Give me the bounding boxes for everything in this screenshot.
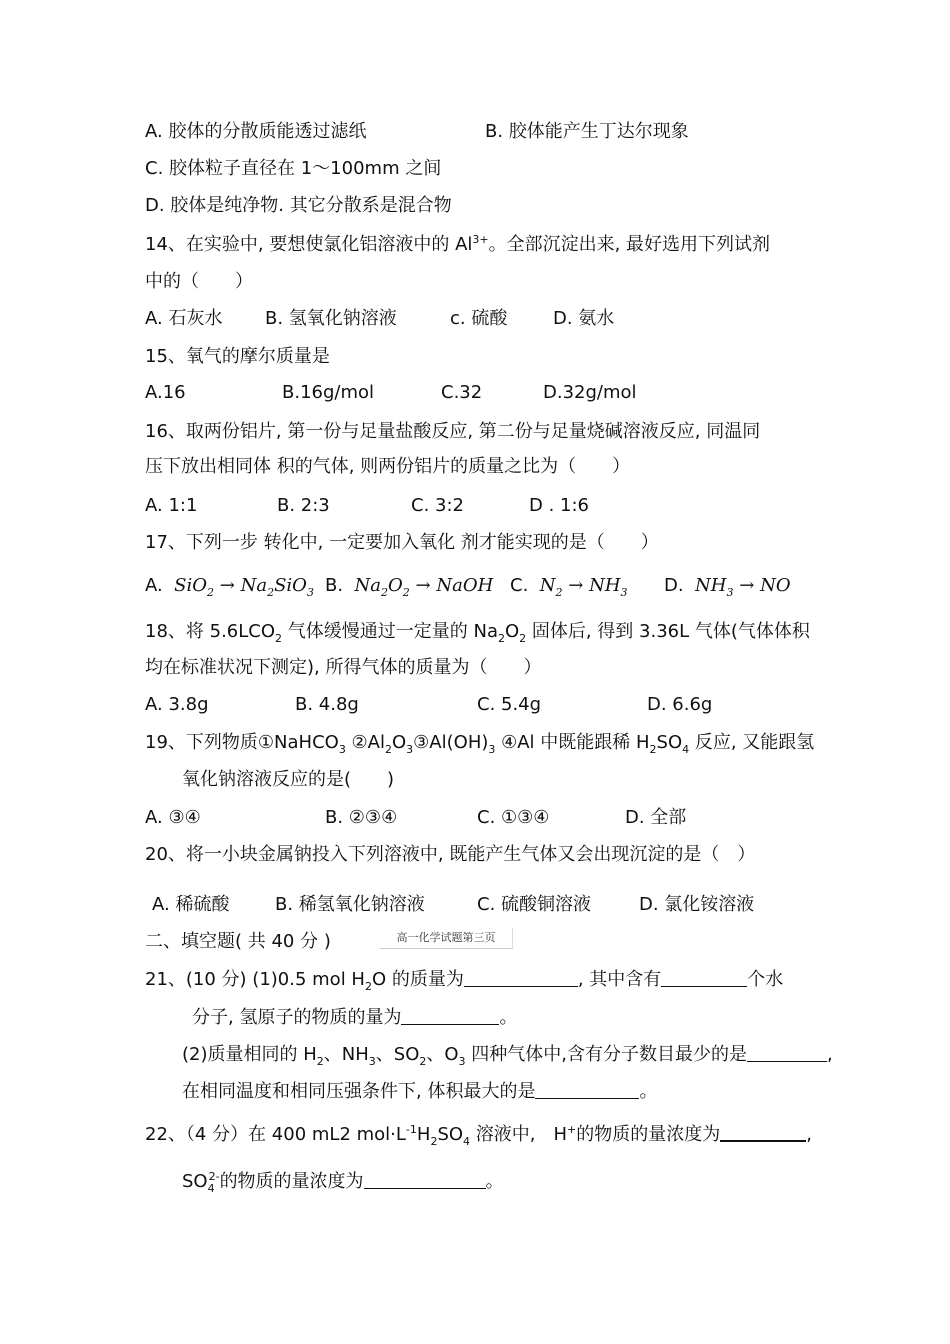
- q13-option-a: A. 胶体的分散质能透过滤纸: [145, 121, 367, 142]
- q17-stem: 17、下列一步 转化中, 一定要加入氧化 剂才能实现的是（ ）: [145, 532, 659, 553]
- q18-option-d: D. 6.6g: [647, 694, 713, 715]
- q19-option-b: B. ②③④: [325, 807, 398, 828]
- q15-option-a: A.16: [145, 382, 186, 403]
- q18-stem: 18、将 $5.6LCO_2$ 气体缓慢通过一定量的 $Na_2O_2$ 固体后, 得到 3.36L 气体(气体体积: [145, 621, 810, 645]
- q21-line2: 分子, 氢原子的物质的量为 。: [192, 1007, 518, 1028]
- answer-blank[interactable]: [464, 970, 578, 987]
- q19-option-d: D. 全部: [625, 807, 687, 828]
- q15-option-b: B.16g/mol: [282, 382, 375, 403]
- q14-stem: 14、在实验中, 要想使氯化铝溶液中的 $Al^{3+}$。全部沉淀出来, 最好选用下列试剂: [145, 233, 771, 255]
- page-footer: 高一化学试题第三页: [380, 928, 513, 949]
- q20-option-a: A. 稀硫酸: [152, 894, 230, 915]
- q18-option-b: B. 4.8g: [295, 694, 359, 715]
- q16-stem-line1: 16、取两份铝片, 第一份与足量盐酸反应, 第二份与足量烧碱溶液反应, 同温同: [145, 421, 761, 442]
- q20-option-d: D. 氯化铵溶液: [639, 894, 755, 915]
- q20-stem: 20、将一小块金属钠投入下列溶液中, 既能产生气体又会出现沉淀的是（ ）: [145, 844, 756, 865]
- q21-line4: 在相同温度和相同压强条件下, 体积最大的是 。: [182, 1081, 658, 1102]
- q17-option-c: C. $N_2 \to NH_3$: [510, 575, 628, 599]
- q14-option-b: B. 氢氧化钠溶液: [265, 308, 397, 329]
- q13-option-d: D. 胶体是纯净物. 其它分散系是混合物: [145, 195, 452, 216]
- q18-option-c: C. 5.4g: [477, 694, 542, 715]
- q20-option-c: C. 硫酸铜溶液: [477, 894, 592, 915]
- q13-option-b: B. 胶体能产生丁达尔现象: [485, 121, 689, 142]
- q15-option-c: C.32: [441, 382, 483, 403]
- section-heading: 二、填空题( 共 40 分 ): [145, 931, 331, 952]
- q18-option-a: A. 3.8g: [145, 694, 209, 715]
- q16-option-a: A. 1:1: [145, 495, 198, 516]
- q16-option-d: D . 1:6: [529, 495, 589, 516]
- q14-option-c: c. 硫酸: [450, 308, 508, 329]
- q19-stem-line2: 氧化钠溶液反应的是( ): [182, 769, 395, 790]
- answer-blank[interactable]: [747, 1045, 827, 1062]
- answer-blank[interactable]: [401, 1008, 499, 1025]
- q15-option-d: D.32g/mol: [543, 382, 637, 403]
- q22-line1: 22、（4 分）在 400 mL2 $mol\cdot L^{-1}H_2SO_4$ 溶液中, H+的物质的量浓度为 ,: [145, 1123, 812, 1148]
- q19-option-c: C. ①③④: [477, 807, 550, 828]
- answer-blank[interactable]: [661, 970, 747, 987]
- answer-blank[interactable]: [364, 1172, 486, 1189]
- q15-stem: 15、氧气的摩尔质量是: [145, 346, 330, 367]
- q16-option-b: B. 2:3: [277, 495, 330, 516]
- q21-line1: 21、(10 分) (1)0.5 mol $H_2O$ 的质量为 , 其中含有 个水: [145, 969, 784, 993]
- q21-line3: (2)质量相同的 $H_2$、$NH_3$、$SO_2$、$O_3$ 四种气体中,含有分子数目最少的是 ,: [182, 1044, 833, 1068]
- q19-option-a: A. ③④: [145, 807, 201, 828]
- q13-option-c: C. 胶体粒子直径在 1～100mm 之间: [145, 158, 442, 179]
- q19-stem: 19、下列物质①NaHCO$_3$ $②Al_2O_3③Al(OH)_3$ ④Al 中既能跟稀 $H_2SO_4$ 反应, 又能跟氢: [145, 732, 815, 756]
- q14-stem-line2: 中的（ ）: [145, 271, 253, 292]
- answer-blank[interactable]: [720, 1124, 806, 1142]
- q16-option-c: C. 3:2: [411, 495, 464, 516]
- q14-option-a: A. 石灰水: [145, 308, 223, 329]
- q14-option-d: D. 氨水: [553, 308, 615, 329]
- q18-stem-line2: 均在标准状况下测定), 所得气体的质量为（ ）: [145, 657, 542, 678]
- q17-option-d: D. $NH_3$ → NO: [664, 575, 791, 599]
- q16-stem-line2: 压下放出相同体 积的气体, 则两份铝片的质量之比为（ ）: [145, 456, 631, 477]
- answer-blank[interactable]: [535, 1082, 639, 1099]
- q17-option-b: B. $Na_2O_2$ → NaOH: [325, 575, 494, 599]
- q20-option-b: B. 稀氢氧化钠溶液: [275, 894, 425, 915]
- q17-option-a: A. $SiO_2 \to Na_2SiO_3$: [145, 575, 314, 599]
- q22-line2: $SO_4^{2-}$的物质的量浓度为 。: [182, 1170, 504, 1195]
